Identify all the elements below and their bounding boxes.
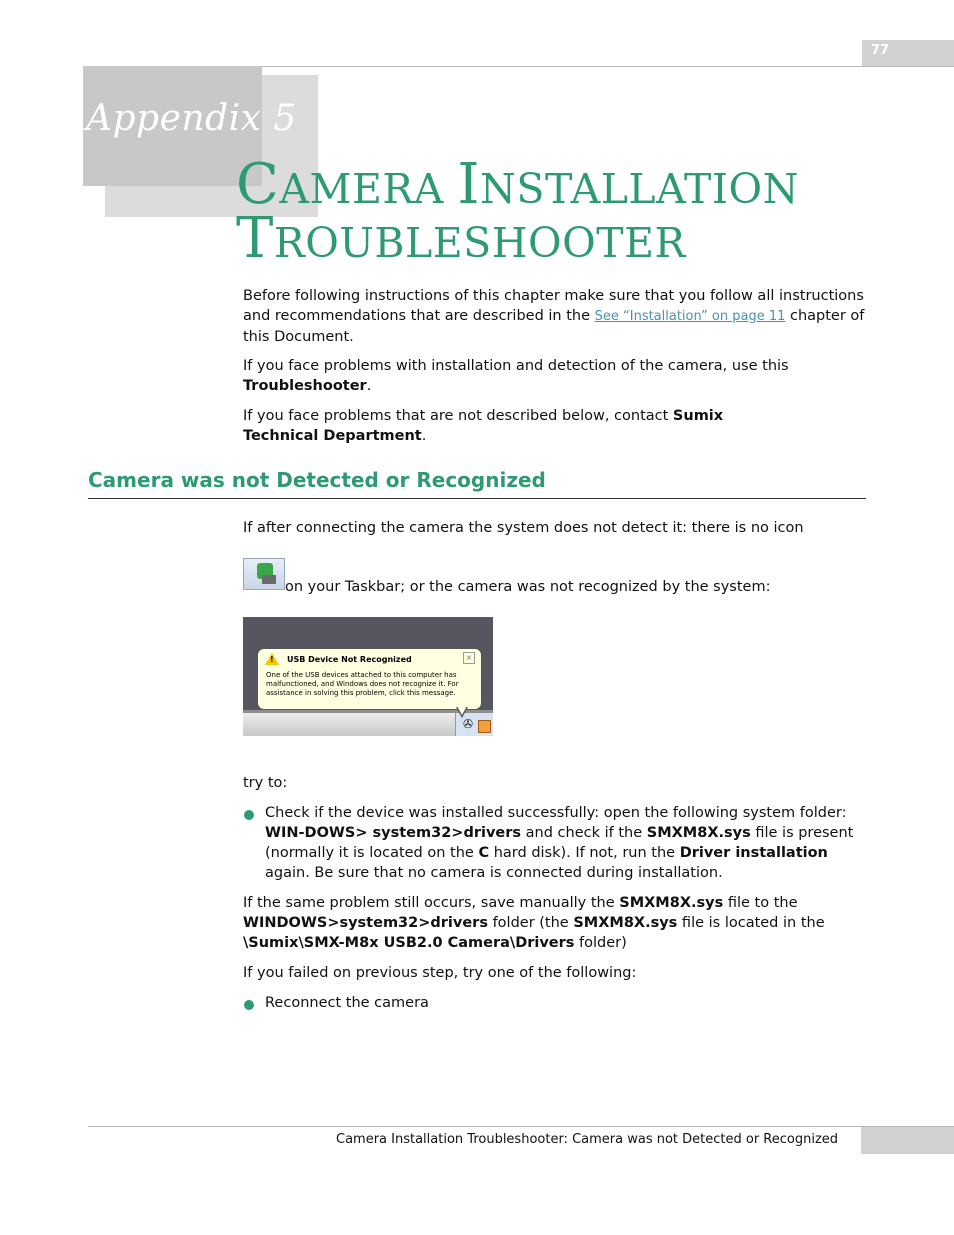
taskbar-paragraph: on your Taskbar; or the camera was not recognized by the system: (285, 579, 771, 595)
same-problem-paragraph: If the same problem still occurs, save manually the SMXM8X.sys file to the WINDOWS>system32>drivers folder (the SMXM8X.sys file is located in the \Sumix\SMX-M8x USB2.0 Camera\Drivers folder) (243, 895, 825, 951)
page-number: 77 (871, 43, 890, 58)
footer-box (861, 1127, 954, 1154)
installation-link[interactable]: See “Installation” on page 11 (594, 309, 786, 324)
try-to-label: try to: (243, 775, 288, 791)
close-icon: × (463, 652, 475, 664)
intro-paragraph-2: If you face problems with installation and detection of the camera, use this Troubleshooter. (243, 358, 789, 394)
detect-paragraph: If after connecting the camera the system does not detect it: there is no icon (243, 520, 804, 536)
usb-plug-icon: ✇ (463, 717, 474, 731)
intro-paragraph-1: Before following instructions of this chapter make sure that you follow all instructions and recommendations that are described in the See “Installation” on page 11 chapter of this Document. (243, 288, 865, 345)
bullet-reconnect: Reconnect the camera (265, 995, 429, 1011)
intro-paragraph-3: If you face problems that are not described below, contact Sumix Technical Department. (243, 408, 724, 444)
tray-app-icon (478, 720, 491, 733)
balloon-text: One of the USB devices attached to this computer has malfunctioned, and Windows does not recognize it. For assistance in solving this problem, click this message. (266, 671, 459, 697)
section-heading: Camera was not Detected or Recognized (88, 468, 546, 492)
chapter-title: CAMERA INSTALLATION TROUBLESHOOTER (236, 152, 800, 271)
failed-paragraph: If you failed on previous step, try one of the following: (243, 965, 637, 981)
camera-tray-icon (243, 558, 285, 590)
section-rule (88, 498, 866, 499)
appendix-label: Appendix 5 (86, 98, 297, 139)
bullet-icon (244, 810, 254, 820)
running-footer: Camera Installation Troubleshooter: Camera was not Detected or Recognized (336, 1132, 839, 1147)
bullet-icon (244, 1000, 254, 1010)
balloon-title: USB Device Not Recognized (287, 655, 412, 664)
bullet-check-device: Check if the device was installed successfully: open the following system folder: WIN-DOWS> system32>drivers and check if the SMXM8X.sys file is present (normally it is located on the C hard disk). If not, run the Driver installation again. Be sure that no camera is connected during installation. (265, 805, 854, 881)
usb-balloon-notification: ! USB Device Not Recognized × One of the USB devices attached to this computer has malfunctioned, and Windows does not recognize it. For assistance in solving this problem, click this message. (257, 648, 482, 710)
usb-error-screenshot (243, 617, 493, 736)
footer-rule (88, 1126, 954, 1127)
